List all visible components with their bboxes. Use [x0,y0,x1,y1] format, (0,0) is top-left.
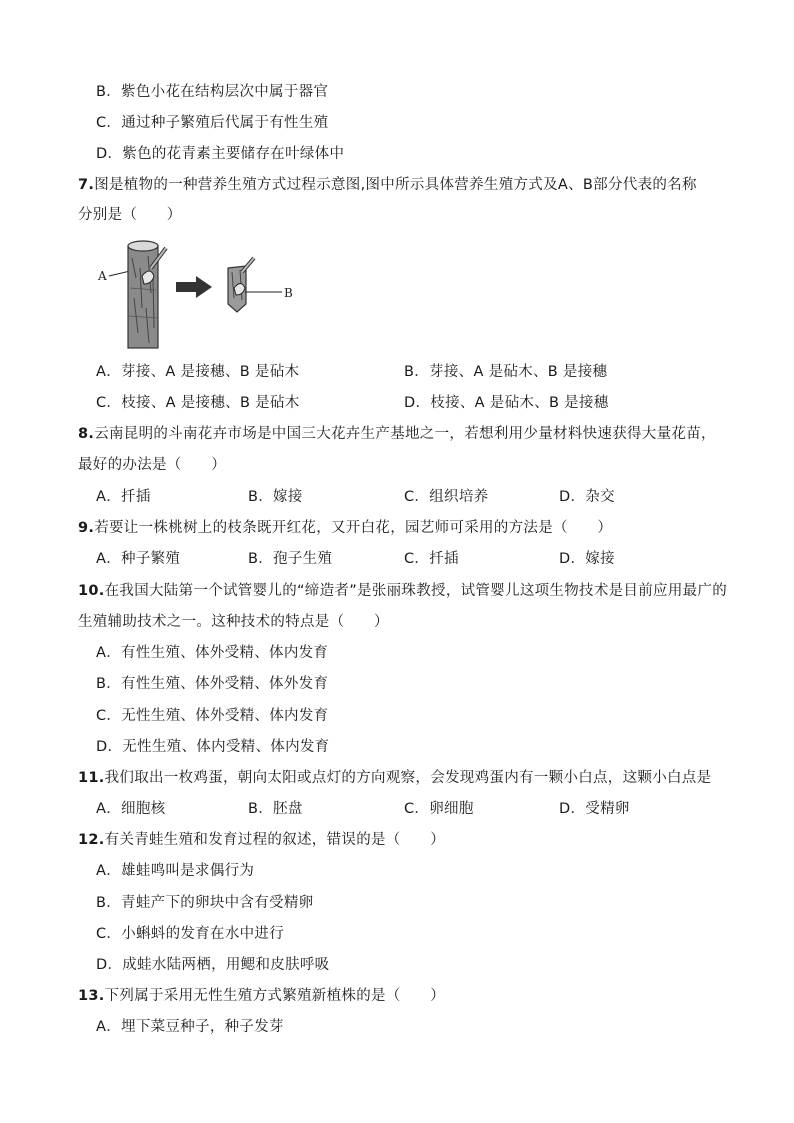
q11-option-d: D．受精卵 [559,801,630,817]
q10-option-a: A．有性生殖、体外受精、体内发育 [96,645,329,661]
q7-option-c: C．枝接、A 是接穗、B 是砧木 [96,395,300,411]
q11-option-a: A．细胞核 [96,801,166,817]
q7-text-1: 图是植物的一种营养生殖方式过程示意图,图中所示具体营养生殖方式及A、B部分代表的名称 [94,177,697,193]
q9-option-c: C．扦插 [404,551,459,567]
q10-text-1: 在我国大陆第一个试管婴儿的“缔造者”是张丽珠教授，试管婴儿这项生物技术是目前应用最广的 [104,583,728,599]
q6-option-d: D．紫色的花青素主要储存在叶绿体中 [96,146,345,162]
q8-text-1: 云南昆明的斗南花卉市场是中国三大花卉生产基地之一，若想利用少量材料快速获得大量花苗， [94,426,716,442]
q10-stem-line1 [78,581,727,601]
q8-option-d: D．杂交 [559,489,615,505]
q9-option-b: B．孢子生殖 [248,551,333,567]
q8-option-b: B．嫁接 [248,489,303,505]
q13-number: 13. [78,988,105,1004]
q7-option-b: B．芽接、A 是砧木、B 是接穗 [404,364,608,380]
q11-option-c: C．卵细胞 [404,801,474,817]
q9-stem-line1 [78,518,612,538]
q8-option-a: A．扦插 [96,489,151,505]
q13-text-1: 下列属于采用无性生殖方式繁殖新植株的是（ ） [104,988,445,1004]
q9-option-d: D．嫁接 [559,551,615,567]
fig-label-a: A [98,269,107,283]
q12-option-c: C．小蝌蚪的发育在水中进行 [96,926,285,942]
fig-leader-a [109,271,130,276]
q12-stem-line1 [78,830,445,850]
q8-stem-line1 [78,424,716,444]
q6-option-b: B．紫色小花在结构层次中属于器官 [96,84,329,100]
q9-text-1: 若要让一株桃树上的枝条既开红花，又开白花，园艺师可采用的方法是（ ） [94,520,613,536]
scion-piece [228,258,254,312]
q6-option-c: C．通过种子繁殖后代属于有性生殖 [96,115,329,131]
q7-number: 7. [78,177,95,193]
q7-stem-line1 [78,175,697,195]
q10-option-b: B．有性生殖、体外受精、体外发育 [96,676,329,692]
q8-stem-line2: 最好的办法是（ ） [78,457,226,473]
q9-number: 9. [78,520,95,536]
q10-stem-line2: 生殖辅助技术之一。这种技术的特点是（ ） [78,614,389,630]
q11-option-b: B．胚盘 [248,801,303,817]
q12-option-a: A．雄蛙鸣叫是求偶行为 [96,863,255,879]
fig-label-b: B [284,286,293,300]
grafting-diagram [96,238,306,350]
q8-number: 8. [78,426,95,442]
q8-option-c: C．组织培养 [404,489,489,505]
q13-stem-line1 [78,986,445,1006]
q11-stem-line1 [78,768,711,788]
q12-text-1: 有关青蛙生殖和发育过程的叙述，错误的是（ ） [104,832,445,848]
q12-option-b: B．青蛙产下的卵块中含有受精卵 [96,895,314,911]
q7-option-d: D．枝接、A 是砧木、B 是接穗 [404,395,609,411]
q12-number: 12. [78,832,105,848]
q10-number: 10. [78,583,105,599]
q11-text-1: 我们取出一枚鸡蛋，朝向太阳或点灯的方向观察，会发现鸡蛋内有一颗小白点，这颗小白点是 [104,770,712,786]
q9-option-a: A．种子繁殖 [96,551,181,567]
q7-option-a: A．芽接、A 是接穗、B 是砧木 [96,364,300,380]
arrow-icon [176,276,212,298]
stock-trunk [128,241,158,348]
q7-stem-line2: 分别是（ ） [78,207,182,223]
q13-option-a: A．埋下菜豆种子，种子发芽 [96,1019,284,1035]
q10-option-c: C．无性生殖、体外受精、体内发育 [96,708,329,724]
q11-number: 11. [78,770,105,786]
q10-option-d: D．无性生殖、体内受精、体内发育 [96,739,330,755]
q12-option-d: D．成蛙水陆两栖，用鳃和皮肤呼吸 [96,957,330,973]
